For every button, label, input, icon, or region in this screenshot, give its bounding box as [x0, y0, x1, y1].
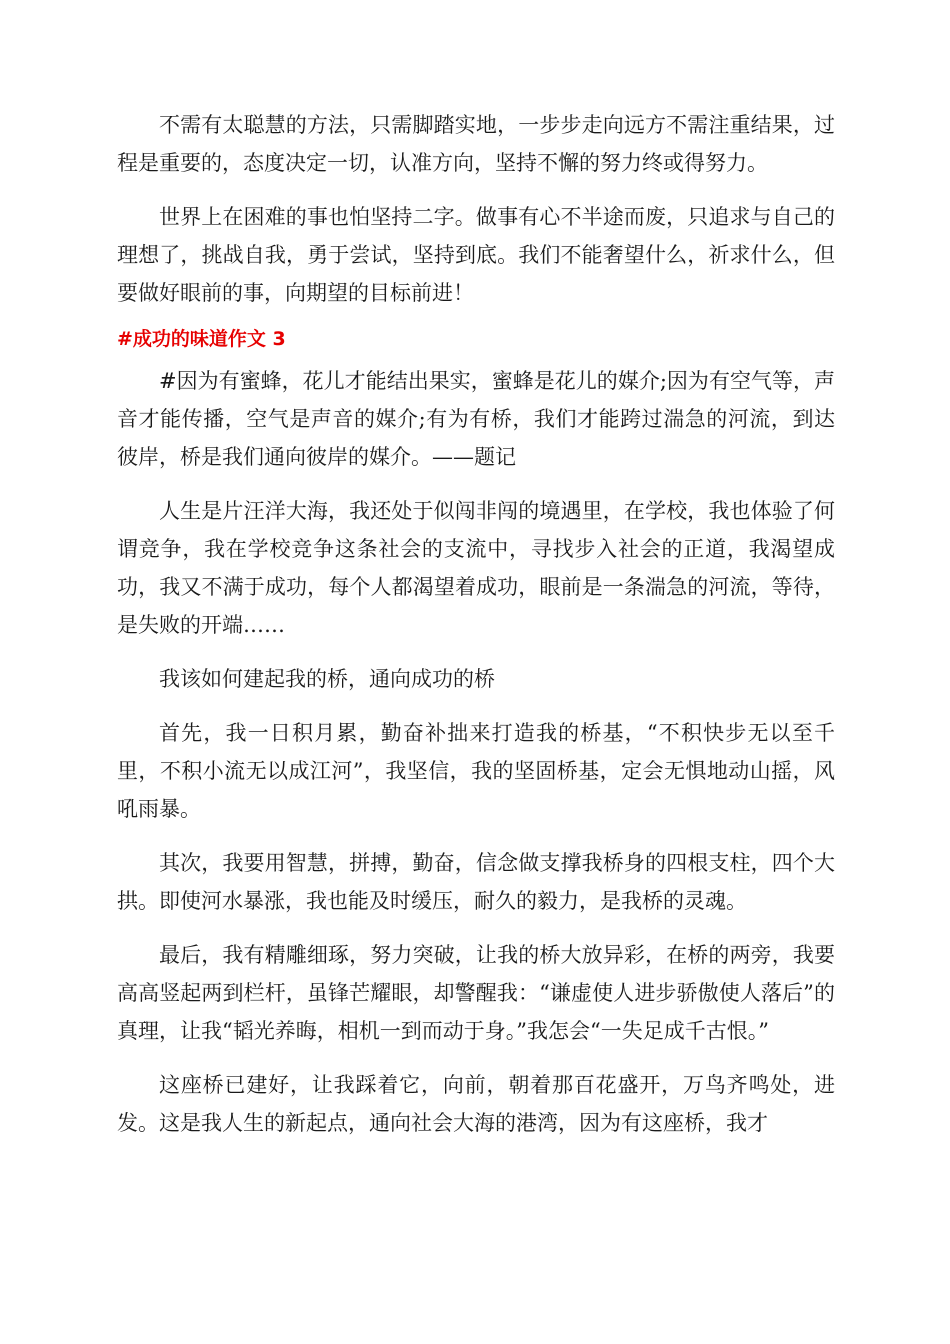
paragraph: 最后，我有精雕细琢，努力突破，让我的桥大放异彩，在桥的两旁，我要高高竖起两到栏杆，虽锋芒耀眼，却警醒我：“谦虚使人进步骄傲使人落后”的真理，让我“韬光养晦，相机一到而动于身。”我怎会“一失足成千古恨。”	[117, 943, 835, 1043]
paragraph: 人生是片汪洋大海，我还处于似闯非闯的境遇里，在学校，我也体验了何谓竞争，我在学校竞争这条社会的支流中，寻找步入社会的正道，我渴望成功，我又不满于成功，每个人都渴望着成功，眼前是一条湍急的河流，等待，是失败的开端……	[117, 499, 835, 637]
document-page	[117, 106, 835, 1158]
paragraph: 这座桥已建好，让我踩着它，向前，朝着那百花盛开，万鸟齐鸣处，进发。这是我人生的新起点，通向社会大海的港湾，因为有这座桥，我才	[117, 1073, 835, 1135]
paragraph: 我该如何建起我的桥，通向成功的桥	[159, 667, 495, 691]
paragraph: 不需有太聪慧的方法，只需脚踏实地，一步步走向远方不需注重结果，过程是重要的，态度决定一切，认准方向，坚持不懈的努力终或得努力。	[117, 113, 835, 175]
section-heading: #成功的味道作文 3	[117, 328, 286, 350]
paragraph: 其次，我要用智慧，拼搏，勤奋，信念做支撑我桥身的四根支柱，四个大拱。即使河水暴涨，我也能及时缓压，耐久的毅力，是我桥的灵魂。	[117, 851, 835, 913]
paragraph: 首先，我一日积月累，勤奋补拙来打造我的桥基，“不积快步无以至千里，不积小流无以成江河”，我坚信，我的坚固桥基，定会无惧地动山摇，风吼雨暴。	[117, 721, 835, 821]
paragraph: 世界上在困难的事也怕坚持二字。做事有心不半途而废，只追求与自己的理想了，挑战自我，勇于尝试，坚持到底。我们不能奢望什么，祈求什么，但要做好眼前的事，向期望的目标前进！	[117, 205, 835, 305]
paragraph: #因为有蜜蜂，花儿才能结出果实，蜜蜂是花儿的媒介;因为有空气等，声音才能传播，空气是声音的媒介;有为有桥，我们才能跨过湍急的河流，到达彼岸，桥是我们通向彼岸的媒介。——题记	[117, 369, 835, 469]
